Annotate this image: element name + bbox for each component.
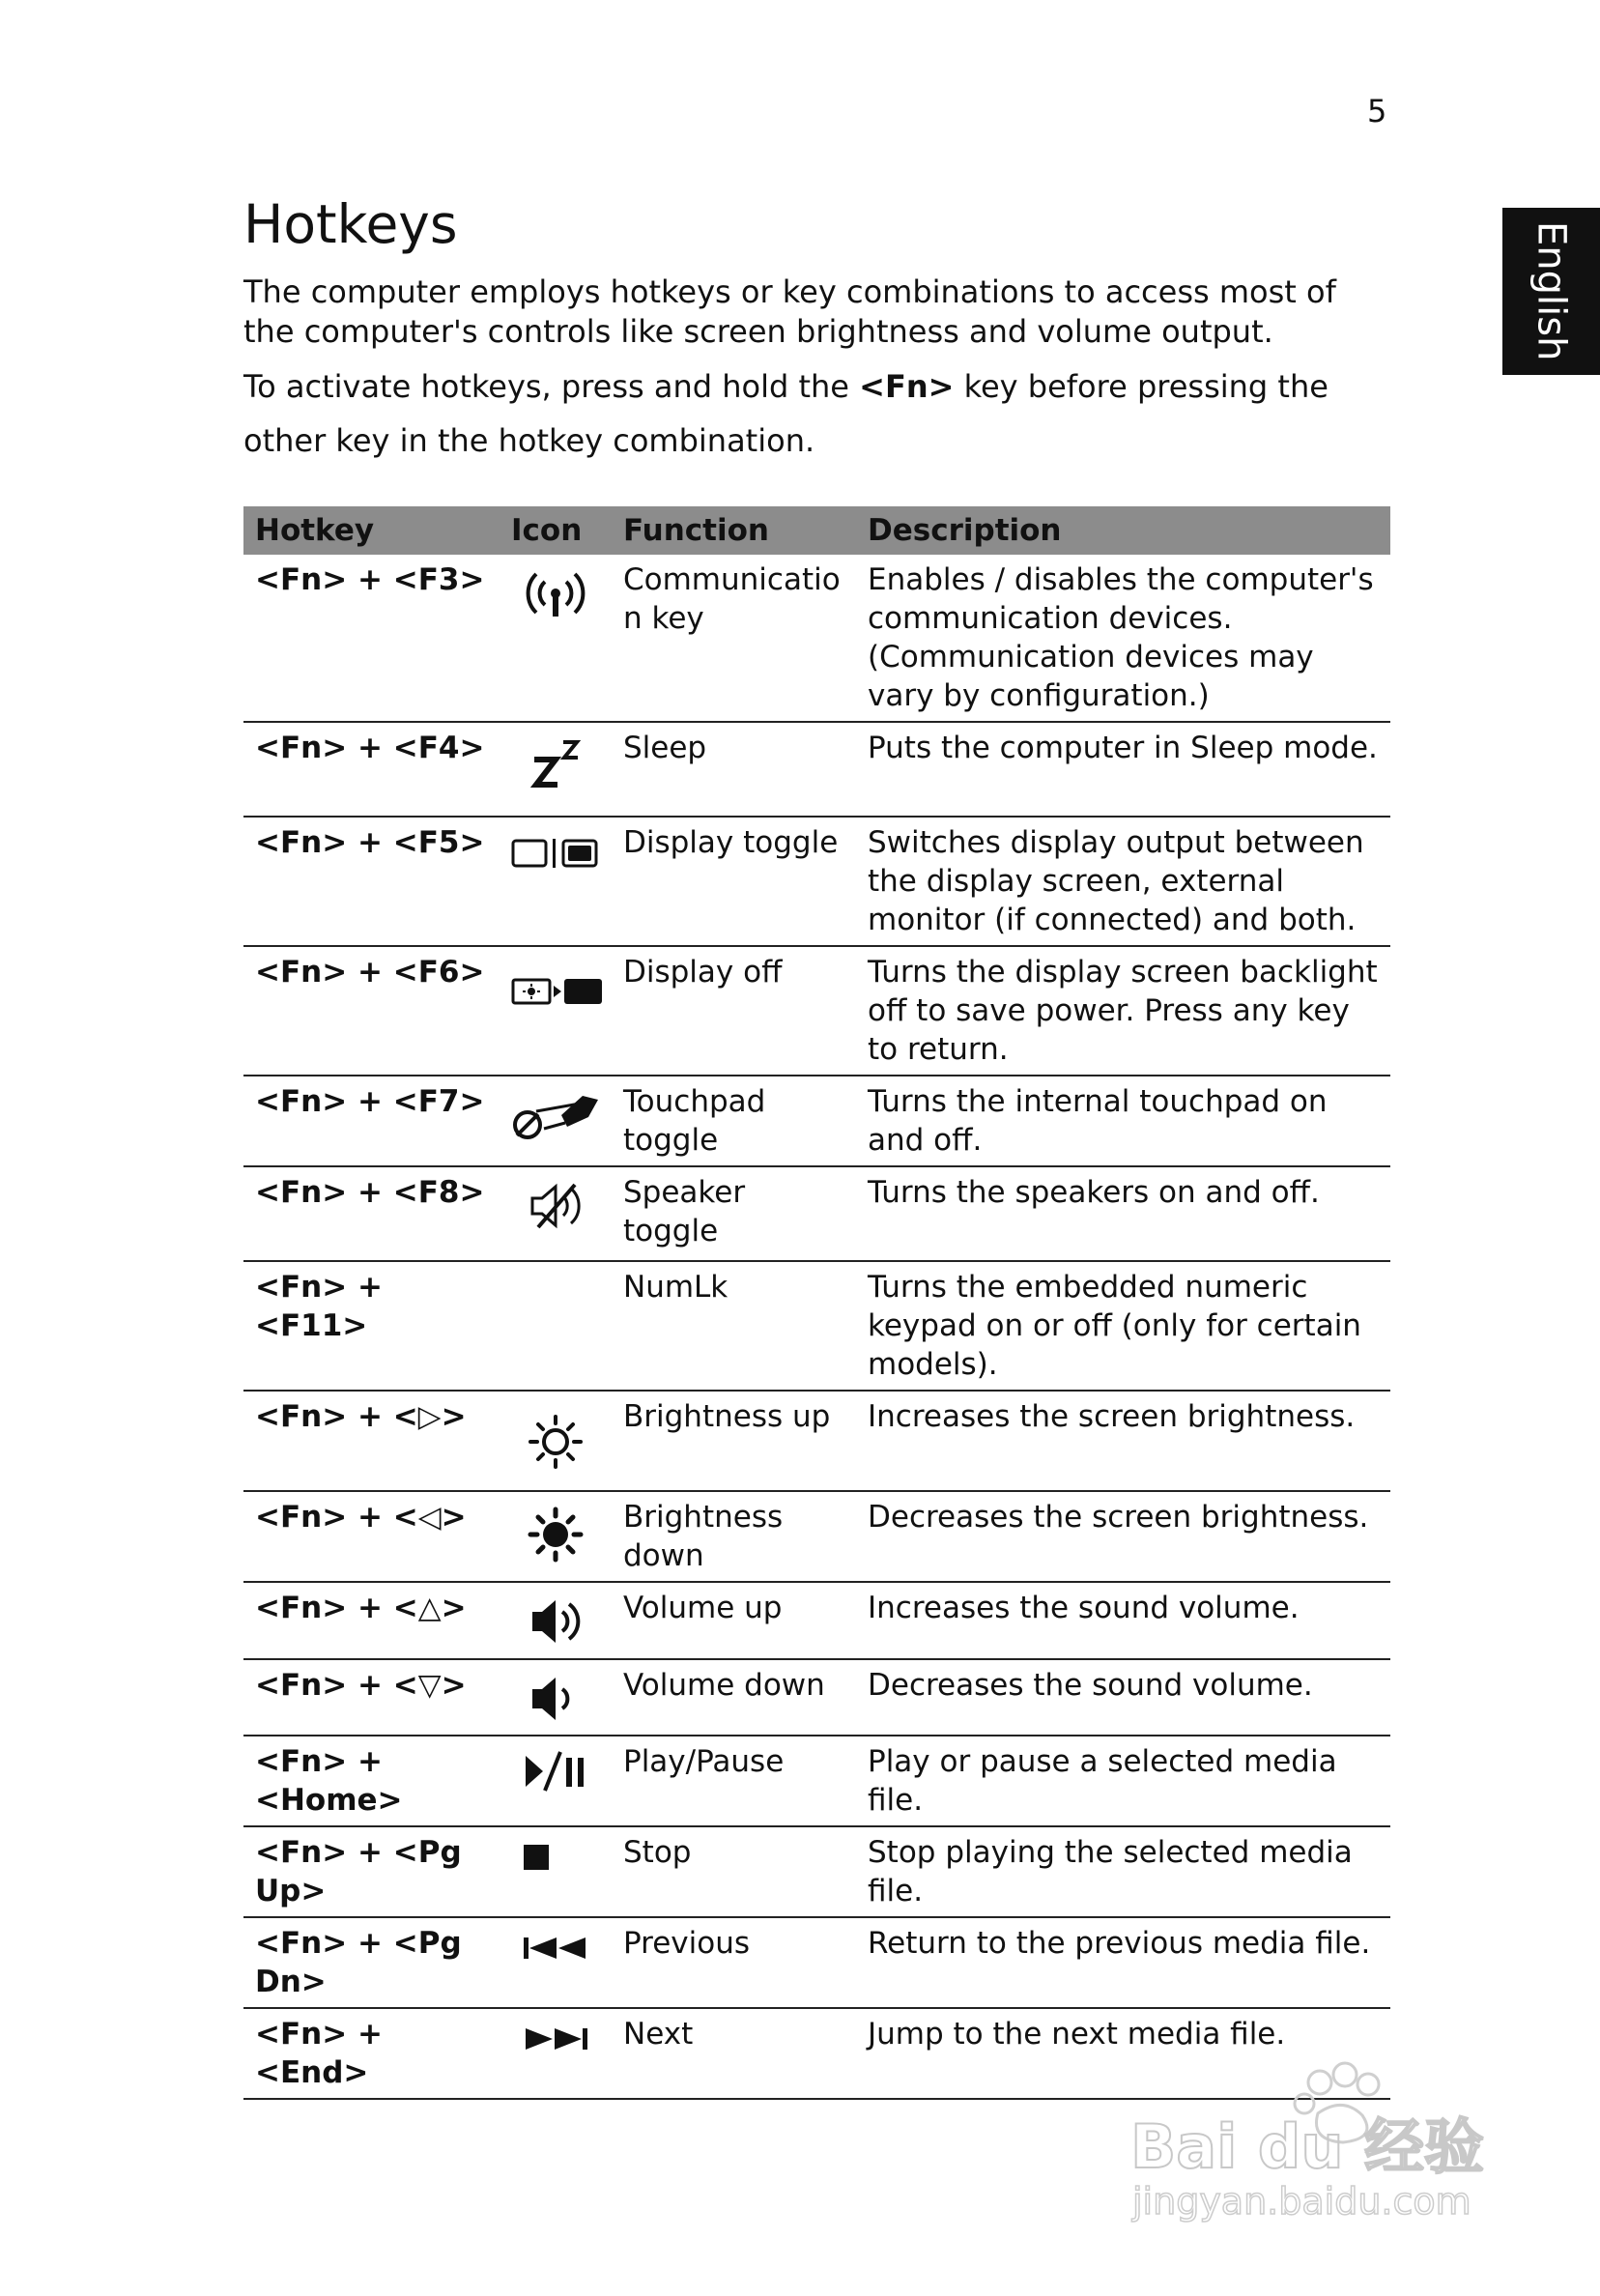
next-icon xyxy=(522,2024,589,2053)
description-cell: Increases the screen brightness. xyxy=(856,1391,1390,1491)
hotkey-cell: <Fn> + <F4> xyxy=(243,722,500,817)
hotkey-cell: <Fn> + <▽> xyxy=(243,1659,500,1736)
description-cell: Increases the sound volume. xyxy=(856,1582,1390,1659)
function-cell: Volume down xyxy=(612,1659,856,1736)
function-cell: Sleep xyxy=(612,722,856,817)
table-row xyxy=(243,722,1390,817)
hotkey-cell: <Fn> + <Home> xyxy=(243,1736,500,1826)
icon-cell xyxy=(500,1659,612,1736)
hotkey-cell: <Fn> + <F5> xyxy=(243,817,500,946)
description-cell: Enables / disables the computer's communication devices. (Communication devices may vary by configuration.) xyxy=(856,555,1390,722)
table-row xyxy=(243,1391,1390,1491)
hotkey-cell: <Fn> + <F8> xyxy=(243,1166,500,1261)
table-row xyxy=(243,1261,1390,1391)
speaker-mute-icon xyxy=(527,1179,585,1233)
hotkey-cell: <Fn> + <△> xyxy=(243,1582,500,1659)
header-function: Function xyxy=(612,506,856,555)
description-cell: Decreases the screen brightness. xyxy=(856,1491,1390,1582)
function-cell: Play/Pause xyxy=(612,1736,856,1826)
description-cell: Turns the embedded numeric keypad on or off (only for certain models). xyxy=(856,1261,1390,1391)
icon-cell xyxy=(500,1582,612,1659)
hotkey-cell: <Fn> + <F6> xyxy=(243,946,500,1076)
header-icon: Icon xyxy=(500,506,612,555)
hotkey-cell: <Fn> + <F3> xyxy=(243,555,500,722)
function-cell: Brightness up xyxy=(612,1391,856,1491)
description-cell: Turns the internal touchpad on and off. xyxy=(856,1076,1390,1166)
hotkey-cell: <Fn> + <End> xyxy=(243,2008,500,2099)
table-row xyxy=(243,1166,1390,1261)
icon-cell xyxy=(500,1917,612,2008)
icon-cell xyxy=(500,817,612,946)
intro-paragraph: The computer employs hotkeys or key combinations to access most of the computer's controls like screen brightness and volume output. xyxy=(243,273,1336,350)
function-cell: Communicatio n key xyxy=(612,555,856,722)
description-cell: Turns the display screen backlight off to save power. Press any key to return. xyxy=(856,946,1390,1076)
language-tab xyxy=(1502,208,1600,375)
function-cell: Brightness down xyxy=(612,1491,856,1582)
description-cell: Play or pause a selected media file. xyxy=(856,1736,1390,1826)
icon-cell xyxy=(500,1391,612,1491)
header-description: Description xyxy=(856,506,1390,555)
stop-icon xyxy=(522,1843,589,1872)
hotkey-cell: <Fn> + <F11> xyxy=(243,1261,500,1391)
description-cell: Jump to the next media file. xyxy=(856,2008,1390,2099)
hotkey-cell: <Fn> + <▷> xyxy=(243,1391,500,1491)
sleep-icon xyxy=(527,734,585,792)
table-row xyxy=(243,555,1390,722)
watermark-brand: Bai du 经验 xyxy=(1130,2111,1485,2182)
page-number: 5 xyxy=(1367,93,1387,129)
description-cell: Return to the previous media file. xyxy=(856,1917,1390,2008)
description-cell: Switches display output between the display screen, external monitor (if connected) and both. xyxy=(856,817,1390,946)
table-row xyxy=(243,1917,1390,2008)
baidu-watermark xyxy=(1130,2053,1536,2227)
hotkey-cell: <Fn> + <F7> xyxy=(243,1076,500,1166)
display-toggle-icon xyxy=(511,837,600,870)
display-off-icon xyxy=(511,976,604,1007)
function-cell: NumLk xyxy=(612,1261,856,1391)
description-cell: Turns the speakers on and off. xyxy=(856,1166,1390,1261)
table-row xyxy=(243,817,1390,946)
description-cell: Stop playing the selected media file. xyxy=(856,1826,1390,1917)
icon-cell xyxy=(500,946,612,1076)
watermark-url: jingyan.baidu.com xyxy=(1132,2180,1471,2223)
brightness-up-icon xyxy=(527,1413,585,1471)
table-row xyxy=(243,1736,1390,1826)
volume-down-icon xyxy=(527,1672,585,1726)
function-cell: Previous xyxy=(612,1917,856,2008)
icon-cell xyxy=(500,1076,612,1166)
previous-icon xyxy=(522,1934,589,1963)
activation-after: key before pressing the other key in the hotkey combination. xyxy=(243,368,1329,459)
activation-paragraph xyxy=(243,359,1393,468)
hotkey-cell: <Fn> + <Pg Up> xyxy=(243,1826,500,1917)
icon-cell xyxy=(500,1826,612,1917)
table-row xyxy=(243,1659,1390,1736)
icon-cell xyxy=(500,722,612,817)
play-pause-icon xyxy=(522,1750,589,1793)
icon-cell xyxy=(500,2008,612,2099)
description-cell: Puts the computer in Sleep mode. xyxy=(856,722,1390,817)
function-cell: Touchpad toggle xyxy=(612,1076,856,1166)
hotkeys-table xyxy=(243,506,1390,2100)
hotkey-cell: <Fn> + <Pg Dn> xyxy=(243,1917,500,2008)
hotkey-cell: <Fn> + <◁> xyxy=(243,1491,500,1582)
description-cell: Decreases the sound volume. xyxy=(856,1659,1390,1736)
function-cell: Display off xyxy=(612,946,856,1076)
icon-cell xyxy=(500,1261,612,1391)
table-header-row xyxy=(243,506,1390,555)
icon-cell xyxy=(500,1736,612,1826)
table-row xyxy=(243,946,1390,1076)
wireless-icon xyxy=(522,570,589,624)
activation-before: To activate hotkeys, press and hold the xyxy=(243,368,860,405)
function-cell: Display toggle xyxy=(612,817,856,946)
table-row xyxy=(243,1076,1390,1166)
function-cell: Speaker toggle xyxy=(612,1166,856,1261)
icon-cell xyxy=(500,555,612,722)
icon-cell xyxy=(500,1166,612,1261)
function-cell: Volume up xyxy=(612,1582,856,1659)
function-cell: Stop xyxy=(612,1826,856,1917)
table-row xyxy=(243,1582,1390,1659)
table-row xyxy=(243,1491,1390,1582)
table-row xyxy=(243,1826,1390,1917)
header-hotkey: Hotkey xyxy=(243,506,500,555)
function-cell: Next xyxy=(612,2008,856,2099)
touchpad-icon xyxy=(511,1088,604,1142)
brightness-down-icon xyxy=(527,1506,585,1564)
page-title: Hotkeys xyxy=(243,193,458,255)
icon-cell xyxy=(500,1491,612,1582)
volume-up-icon xyxy=(527,1594,585,1649)
language-tab-label: English xyxy=(1529,221,1574,361)
activation-key: <Fn> xyxy=(859,368,955,405)
